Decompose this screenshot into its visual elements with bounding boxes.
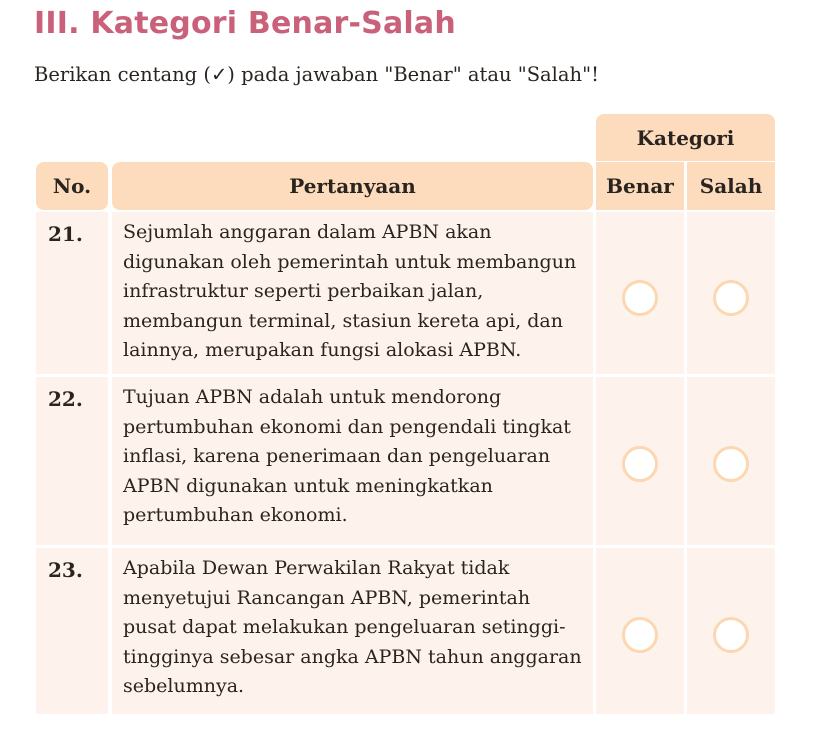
benar-radio[interactable] xyxy=(622,617,658,653)
benar-cell xyxy=(596,548,684,714)
question-text: Tujuan APBN adalah untuk mendorong pertumbuhan ekonomi dan pengendali tingkat inflasi, karena penerimaan dan pengeluaran APBN digunakan untuk meningkatkan pertumbuhan ekonomi. xyxy=(112,377,593,545)
row-number: 22. xyxy=(36,377,108,545)
row-number: 23. xyxy=(36,548,108,714)
question-text: Sejumlah anggaran dalam APBN akan digunakan oleh pemerintah untuk membangun infrastruktur seperti perbaikan jalan, membangun terminal, stasiun kereta api, dan lainnya, merupakan fungsi alokasi APBN. xyxy=(112,212,593,374)
benar-cell xyxy=(596,212,684,374)
instruction-text: Berikan centang (✓) pada jawaban "Benar" atau "Salah"! xyxy=(34,63,599,86)
no-header: No. xyxy=(36,162,108,210)
question-text: Apabila Dewan Perwakilan Rakyat tidak menyetujui Rancangan APBN, pemerintah pusat dapat melakukan pengeluaran setinggi-tingginya sebesar angka APBN tahun anggaran sebelumnya. xyxy=(112,548,593,714)
salah-cell xyxy=(687,212,775,374)
salah-radio[interactable] xyxy=(713,617,749,653)
benar-cell xyxy=(596,377,684,545)
salah-cell xyxy=(687,548,775,714)
salah-header: Salah xyxy=(687,162,775,210)
salah-radio[interactable] xyxy=(713,280,749,316)
row-number: 21. xyxy=(36,212,108,374)
benar-header: Benar xyxy=(596,162,684,210)
kategori-header: Kategori xyxy=(596,114,775,161)
page-title: III. Kategori Benar-Salah xyxy=(34,6,456,41)
salah-radio[interactable] xyxy=(713,446,749,482)
salah-cell xyxy=(687,377,775,545)
benar-radio[interactable] xyxy=(622,446,658,482)
benar-radio[interactable] xyxy=(622,280,658,316)
pertanyaan-header: Pertanyaan xyxy=(112,162,593,210)
